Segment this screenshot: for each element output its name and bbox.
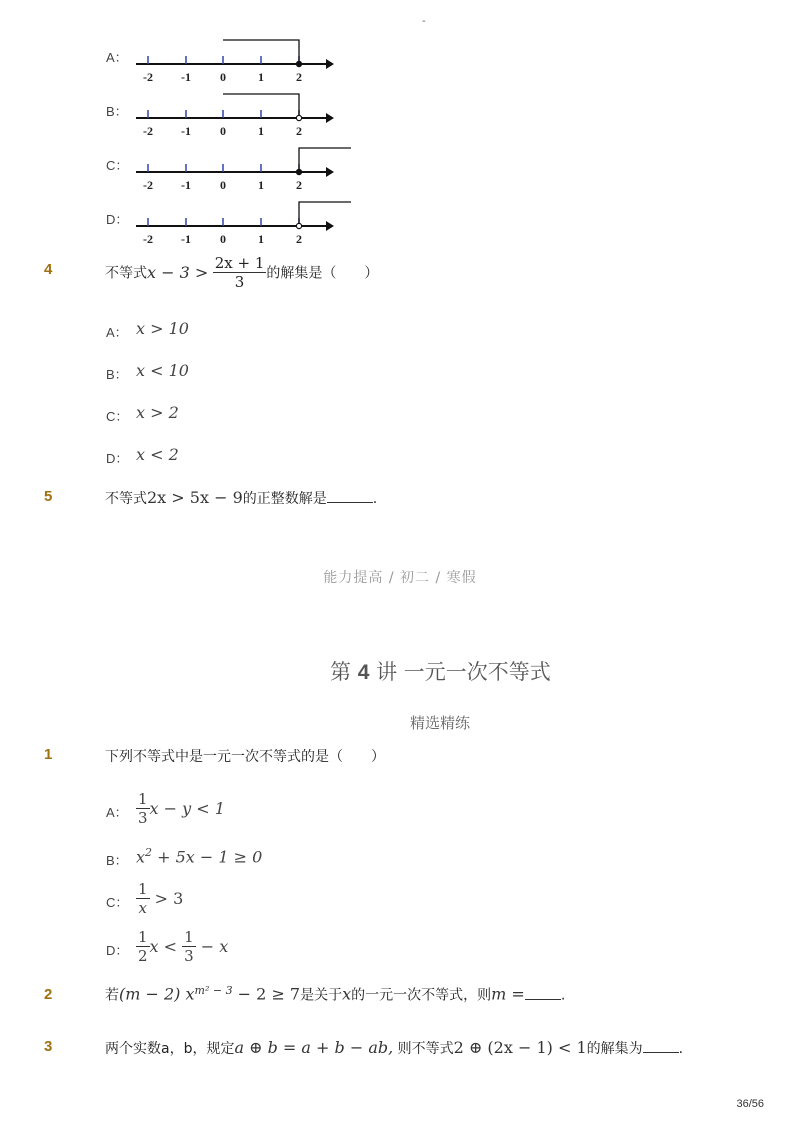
lesson-number: 4 — [357, 661, 370, 684]
tick-label: -2 — [143, 124, 153, 138]
p3-end: . — [678, 1041, 684, 1057]
p1-option-d-label: D： — [106, 943, 129, 958]
question-number: 2 — [44, 986, 53, 1003]
frac-den: 3 — [138, 809, 148, 827]
frac-num: 1 — [138, 928, 148, 946]
number-line — [130, 142, 370, 196]
problem-3-text — [105, 1038, 683, 1058]
q5-suffix: 的正整数解是 — [242, 491, 327, 507]
p2-var: x — [342, 984, 352, 1004]
expr-rest: + 5x − 1 ≥ 0 — [152, 847, 263, 867]
tick-label: 1 — [258, 232, 264, 246]
p1-option-b-label: B： — [106, 853, 128, 868]
tick-label: -1 — [181, 178, 191, 192]
q4-frac-num: 2x + 1 — [214, 254, 265, 272]
p2-prefix: 若 — [105, 987, 119, 1004]
breadcrumb: 能力提高 / 初二 / 寒假 — [323, 570, 477, 586]
question-number: 4 — [44, 261, 53, 278]
p3-middle: 则不等式 — [393, 1041, 454, 1057]
header-mark: - — [422, 16, 426, 27]
tick-label: 2 — [296, 232, 302, 246]
numberline-option-label: B： — [106, 104, 128, 119]
answer-blank[interactable] — [327, 490, 373, 503]
p2-expr-b: − 2 ≥ 7 — [232, 984, 301, 1004]
tick-label: 0 — [220, 178, 226, 192]
open-point — [296, 115, 301, 120]
q4-suffix: 的解集是（ ） — [266, 265, 379, 282]
tick-label: 0 — [220, 124, 226, 138]
question-number: 5 — [44, 488, 53, 505]
expr-rest: > 3 — [149, 889, 184, 908]
number-line — [130, 196, 370, 250]
tick-label: 2 — [296, 124, 302, 138]
axis-arrow — [326, 221, 334, 231]
tick-label: 0 — [220, 232, 226, 246]
q4-option-a-expr: x > 10 — [136, 319, 189, 338]
q4-prefix: 不等式 — [105, 265, 147, 282]
tick-label: -1 — [181, 70, 191, 84]
q5-expr: 2x > 5x − 9 — [147, 488, 243, 507]
p1-option-a-expr — [136, 790, 225, 827]
p3-expr: a ⊕ b = a + b − ab, — [234, 1038, 394, 1057]
q5-end: . — [372, 491, 378, 507]
q4-option-a-label: A： — [106, 325, 128, 340]
problem-1-text: 下列不等式中是一元一次不等式的是（ ） — [105, 749, 385, 765]
lesson-suffix: 讲 一元一次不等式 — [376, 660, 551, 684]
expr-sup: 2 — [145, 846, 153, 859]
q4-option-c-label: C： — [106, 409, 129, 424]
solution-bracket — [299, 202, 351, 226]
closed-point — [296, 61, 301, 66]
question-number: 3 — [44, 1038, 53, 1055]
frac-den: 2 — [138, 947, 148, 965]
p1-option-b-expr — [136, 846, 262, 866]
p3-suffix: 的解集为 — [586, 1041, 643, 1057]
problem-2-text — [105, 984, 565, 1005]
tick-label: 0 — [220, 70, 226, 84]
question-4-text — [105, 254, 378, 291]
q4-lhs: x − 3 > — [147, 263, 209, 282]
q4-option-d-label: D： — [106, 451, 129, 466]
expr-base: x — [136, 847, 146, 867]
expr-mid: x < — [149, 937, 178, 956]
number-line — [130, 34, 370, 88]
page-number: 36/56 — [736, 1098, 764, 1110]
axis-arrow — [326, 167, 334, 177]
question-5-text — [105, 488, 377, 508]
p2-end: . — [560, 987, 566, 1004]
answer-blank[interactable] — [643, 1040, 679, 1053]
frac-num: 1 — [184, 928, 194, 946]
axis-arrow — [326, 113, 334, 123]
p3-expr2: 2 ⊕ (2x − 1) < 1 — [453, 1038, 587, 1057]
p2-middle2: 的一元一次不等式，则 — [351, 987, 492, 1004]
tick-label: 1 — [258, 70, 264, 84]
lesson-prefix: 第 — [330, 660, 351, 684]
p1-option-a-label: A： — [106, 805, 128, 820]
section-title: 精选精练 — [409, 714, 470, 732]
frac-num: 1 — [138, 880, 148, 898]
q4-option-d-expr: x < 2 — [136, 445, 179, 464]
numberline-option-label: D： — [106, 212, 129, 227]
q4-frac-den: 3 — [234, 273, 245, 291]
tick-label: 1 — [258, 124, 264, 138]
solution-bracket — [299, 148, 351, 172]
number-line — [130, 88, 370, 142]
answer-blank[interactable] — [525, 987, 561, 1000]
expr-rest: x − y < 1 — [149, 799, 225, 818]
lesson-title — [330, 656, 551, 686]
frac-den: 3 — [184, 947, 194, 965]
tick-label: -2 — [143, 232, 153, 246]
expr-rest: − x — [195, 937, 229, 956]
numberline-option-label: C： — [106, 158, 129, 173]
tick-label: -2 — [143, 178, 153, 192]
numberline-option-label: A： — [106, 50, 128, 65]
tick-label: 2 — [296, 70, 302, 84]
p1-option-c-label: C： — [106, 895, 129, 910]
q4-option-b-label: B： — [106, 367, 128, 382]
tick-label: 2 — [296, 178, 302, 192]
closed-point — [296, 169, 301, 174]
tick-label: -2 — [143, 70, 153, 84]
axis-arrow — [326, 59, 334, 69]
p1-option-d-expr — [136, 928, 228, 965]
p3-prefix: 两个实数a，b，规定 — [105, 1041, 235, 1057]
open-point — [296, 223, 301, 228]
frac-num: 1 — [138, 790, 148, 808]
tick-label: -1 — [181, 232, 191, 246]
p1-option-c-expr — [136, 880, 183, 917]
q4-fraction — [213, 254, 267, 291]
tick-label: -1 — [181, 124, 191, 138]
q5-prefix: 不等式 — [105, 491, 147, 507]
p2-expr-a: (m − 2) x — [119, 984, 195, 1004]
p2-middle: 是关于 — [300, 987, 343, 1004]
p2-expr-c: m = — [491, 984, 525, 1004]
q4-option-c-expr: x > 2 — [136, 403, 179, 422]
q4-option-b-expr: x < 10 — [136, 361, 189, 380]
tick-label: 1 — [258, 178, 264, 192]
frac-den: x — [138, 899, 147, 917]
question-number: 1 — [44, 746, 53, 763]
p2-sup: m² − 3 — [194, 984, 233, 997]
